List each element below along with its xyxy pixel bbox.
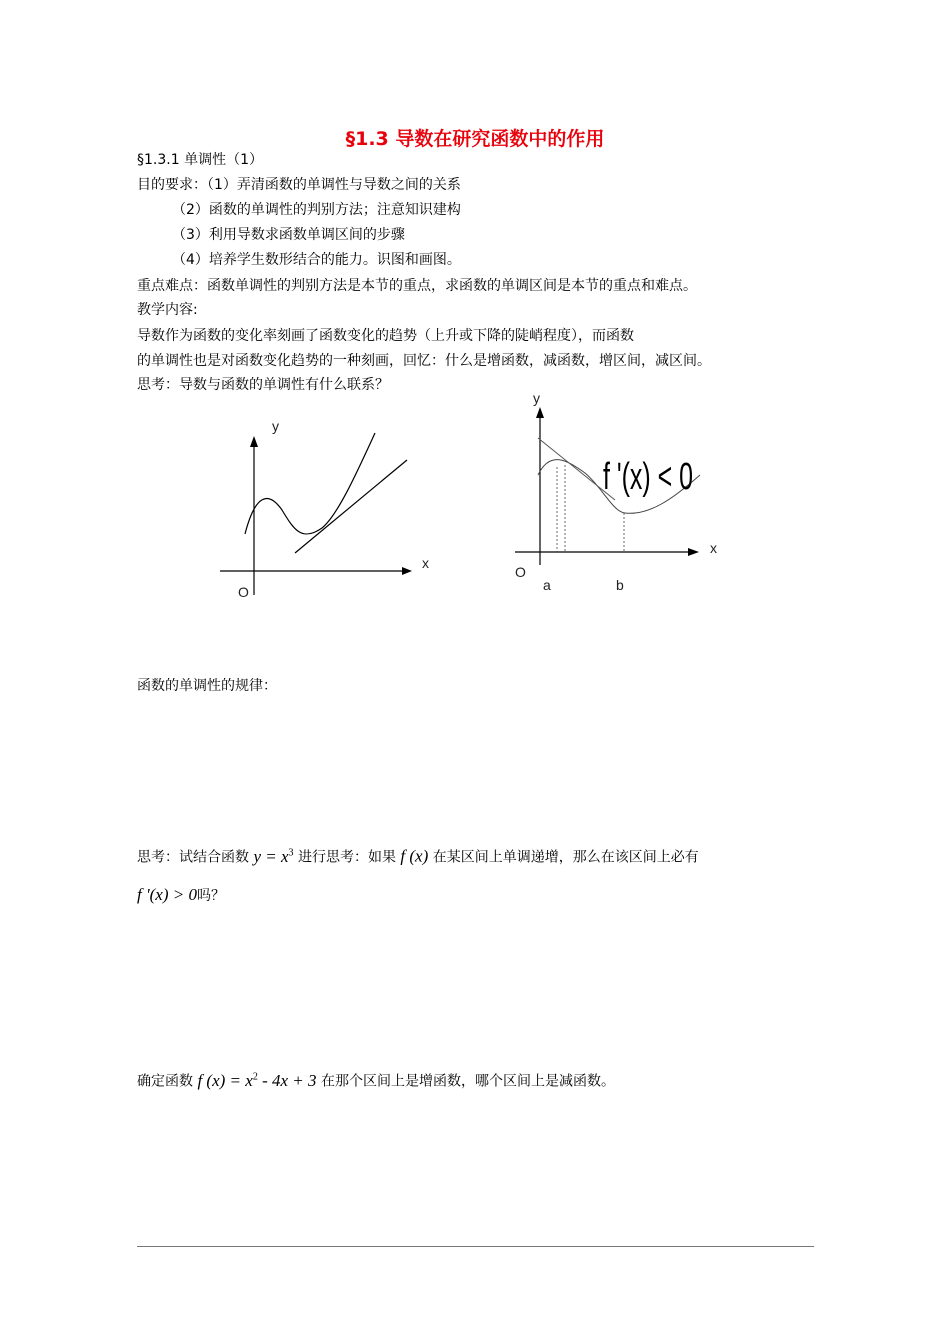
x-axis-arrow xyxy=(402,567,412,575)
tangent-line xyxy=(295,460,407,553)
origin-label: O xyxy=(515,564,526,580)
paragraph-line-1: 导数作为函数的变化率刻画了函数变化的趋势（上升或下降的陡峭程度），而函数 xyxy=(137,328,634,344)
func-y-x3: $y = x^3$ xyxy=(253,846,294,866)
derivative-condition: f '(x) > 0 xyxy=(137,885,197,904)
y-axis-label: y xyxy=(272,418,279,434)
think-question-2-cont xyxy=(137,880,225,911)
paragraph-line-2: 的单调性也是对函数变化趋势的一种刻画，回忆：什么是增函数，减函数，增区间，减区间。 xyxy=(137,353,711,369)
goal-4: （4）培养学生数形结合的能力。识图和画图。 xyxy=(172,252,461,268)
goal-3: （3）利用导数求函数单调区间的步骤 xyxy=(172,227,405,243)
func-quadratic: f $(x) = x^2 - 4x + 3$ xyxy=(197,1070,317,1090)
y-axis-label: y xyxy=(533,390,540,406)
x-axis-label: x xyxy=(710,540,717,556)
think2-tail: 吗？ xyxy=(196,888,225,904)
think-question-1: 思考：导数与函数的单调性有什么联系？ xyxy=(137,377,389,393)
figure-right-graph xyxy=(505,385,745,600)
point-b-label: b xyxy=(616,577,624,593)
goal-intro: 目的要求：（1）弄清函数的单调性与导数之间的关系 xyxy=(137,177,461,193)
func-fx: f (x) xyxy=(400,846,429,866)
determine-prefix: 确定函数 xyxy=(137,1073,193,1090)
figure-left-graph xyxy=(210,410,440,610)
y-axis-arrow xyxy=(250,436,258,447)
content-heading: 教学内容: xyxy=(137,302,198,318)
key-points: 重点难点：函数单调性的判别方法是本节的重点，求函数的单调区间是本节的重点和难点。 xyxy=(137,278,697,294)
determine-question xyxy=(137,1060,615,1099)
origin-label: O xyxy=(238,584,249,600)
goal-2: （2）函数的单调性的判别方法；注意知识建构 xyxy=(172,202,461,218)
point-a-label: a xyxy=(543,577,551,593)
x-axis-arrow xyxy=(688,548,699,556)
think-question-2 xyxy=(137,836,699,875)
think2-prefix: 思考：试结合函数 xyxy=(137,849,249,866)
section-heading: §1.3.1 单调性（1） xyxy=(137,152,263,168)
derivative-annotation: f '(x) < 0 xyxy=(603,456,693,498)
think2-suffix: 在某区间上单调递增，那么在该区间上必有 xyxy=(432,849,699,866)
footer-rule xyxy=(137,1246,814,1247)
think2-middle: 进行思考：如果 xyxy=(297,849,396,866)
x-axis-label: x xyxy=(422,555,429,571)
determine-suffix: 在那个区间上是增函数，哪个区间上是减函数。 xyxy=(320,1073,615,1090)
function-curve xyxy=(245,433,375,534)
y-axis-arrow xyxy=(536,407,544,418)
page-title: §1.3 导数在研究函数中的作用 xyxy=(345,128,605,150)
rule-heading: 函数的单调性的规律： xyxy=(137,678,277,694)
